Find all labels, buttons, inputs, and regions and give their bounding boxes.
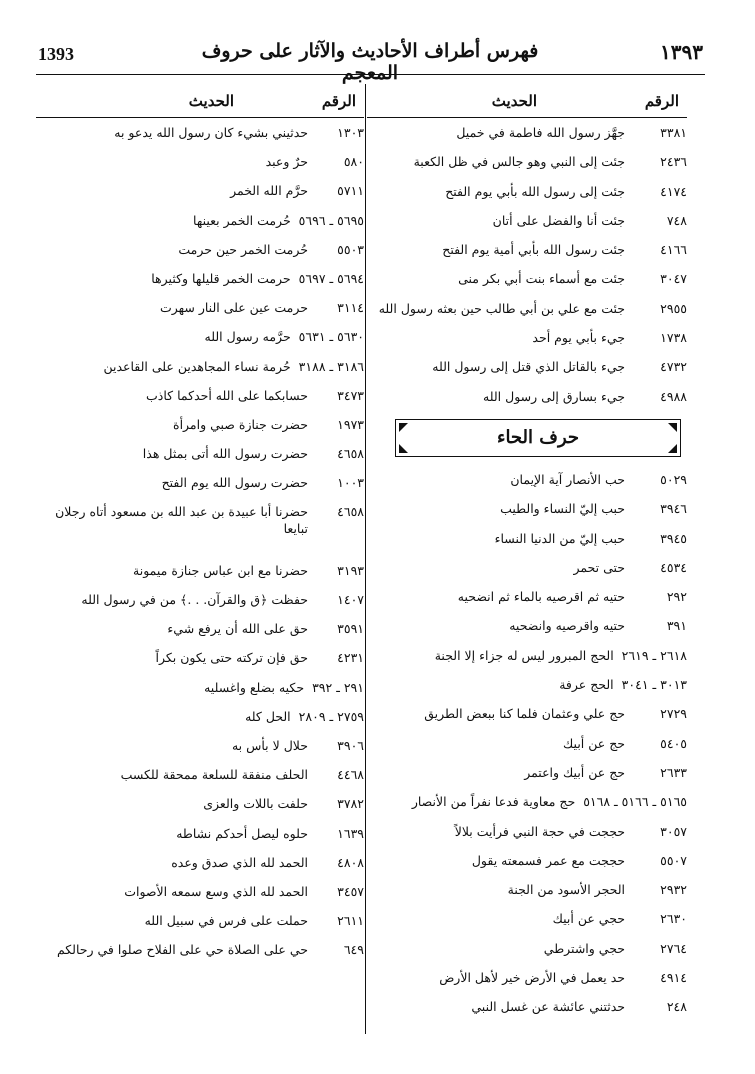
entry-number: ٣٩٤٥ — [660, 530, 687, 546]
left-entries — [36, 118, 364, 994]
entry-number: ٦٤٩ — [343, 942, 364, 958]
entry-number: ٣٩٠٦ — [337, 737, 364, 753]
index-entry — [36, 293, 364, 322]
index-entry — [36, 147, 364, 176]
entry-text: حبب إليّ من الدنيا النساء — [494, 530, 625, 546]
index-entry — [36, 673, 364, 702]
index-entry — [367, 904, 687, 933]
entry-number: ١٤٠٧ — [337, 592, 364, 608]
entry-number: ٢٧٢٩ — [660, 706, 687, 722]
header-rule — [36, 74, 705, 75]
entry-text: جئت إلى رسول الله بأبي يوم الفتح — [445, 183, 625, 199]
index-entry — [367, 118, 687, 147]
entry-number: ٣٤٧٣ — [337, 387, 364, 403]
number-heading: الرقم — [321, 92, 356, 110]
index-entry — [36, 877, 364, 906]
entry-text: حرٌ وعبد — [265, 154, 308, 170]
index-entry — [36, 556, 364, 585]
index-entry — [36, 643, 364, 672]
entry-number: ٣٩٤٦ — [660, 501, 687, 517]
index-entry — [36, 264, 364, 293]
entry-number: ٢٦٣٠ — [660, 911, 687, 927]
entry-number: ٣٤٥٧ — [337, 883, 364, 899]
index-entry — [36, 585, 364, 614]
entry-number: ٣٠١٣ ـ ٣٠٤١ — [621, 677, 687, 693]
entry-text: حق على الله أن يرفع شيء — [167, 621, 308, 637]
right-column-header — [367, 84, 687, 118]
index-entry — [36, 614, 364, 643]
index-entry — [367, 963, 687, 992]
index-entry — [36, 468, 364, 497]
entry-number: ٥٦٣٠ ـ ٥٦٣١ — [298, 329, 364, 345]
index-entry — [36, 760, 364, 789]
index-entry — [36, 935, 364, 993]
index-entry — [36, 352, 364, 381]
entry-number: ٥٦٩٥ ـ ٥٦٩٦ — [298, 212, 364, 228]
entry-number: ٥٦٩٤ ـ ٥٦٩٧ — [298, 270, 364, 286]
entry-number: ٤٨٠٨ — [337, 854, 364, 870]
column-header-rule — [367, 117, 687, 118]
index-entry — [367, 641, 687, 670]
index-entry — [36, 731, 364, 760]
hadith-heading: الحديث — [188, 92, 234, 110]
entry-number: ٤٢٣١ — [337, 650, 364, 666]
entry-text: حج علي وعثمان فلما كنا ببعض الطريق — [424, 706, 625, 722]
entry-number: ١٦٣٩ — [337, 825, 364, 841]
number-heading: الرقم — [644, 92, 679, 110]
right-entries-top — [367, 118, 687, 411]
index-entry — [36, 176, 364, 205]
entry-number: ٤٥٣٤ — [660, 559, 687, 575]
entry-text: حلوه ليصل أحدكم نشاطه — [176, 825, 308, 841]
ornament-corner-icon — [399, 423, 408, 432]
entry-text: الحج المبرور ليس له جزاء إلا الجنة — [434, 647, 614, 663]
index-entry — [367, 670, 687, 699]
page-number-arabic: ١٣٩٣ — [660, 40, 703, 64]
entry-number: ١٧٣٨ — [660, 330, 687, 346]
entry-text: حُرمت الخمر بعينها — [193, 212, 291, 228]
index-entry — [367, 323, 687, 352]
index-entry — [367, 147, 687, 176]
index-entry — [36, 848, 364, 877]
entry-text: حتى تحمر — [573, 559, 625, 575]
entry-number: ٣١١٤ — [337, 300, 364, 316]
section-heading-box — [395, 419, 681, 457]
entry-text: حرَّم الله الخمر — [230, 183, 308, 199]
entry-number: ٢٩٢ — [666, 589, 687, 605]
entry-text: جيء بسارق إلى رسول الله — [483, 388, 625, 404]
entry-number: ٣٧٨٢ — [337, 796, 364, 812]
entry-text: حجي واشترطي — [543, 940, 625, 956]
index-entry — [36, 206, 364, 235]
entry-text: الحج عرفة — [559, 677, 614, 693]
index-entry — [36, 322, 364, 351]
entry-text: حلفت باللات والعزى — [203, 796, 308, 812]
entry-number: ٣٠٤٧ — [660, 271, 687, 287]
entry-text: جئت مع علي بن أبي طالب حين بعثه رسول الله — [378, 300, 625, 316]
index-entry — [36, 702, 364, 731]
entry-number: ٤٦٥٨ — [337, 446, 364, 462]
index-entry — [367, 699, 687, 728]
entry-text: حججت في حجة النبي فرأيت بلالاً — [454, 823, 625, 839]
index-entry — [367, 553, 687, 582]
index-entry — [367, 465, 687, 494]
entry-number: ٣٩١ — [666, 618, 687, 634]
entry-number: ٥١٦٥ ـ ٥١٦٦ ـ ٥١٦٨ — [583, 794, 687, 810]
entry-number: ٢٩٣٢ — [660, 882, 687, 898]
entry-text: حفظت ﴿ق والقرآن. . .﴾ من في رسول الله — [81, 592, 308, 608]
entry-text: جئت أنا والفضل على أتان — [492, 212, 625, 228]
entry-number: ٣١٩٣ — [337, 562, 364, 578]
column-header-rule — [36, 117, 364, 118]
entry-number: ٢٧٥٩ ـ ٢٨٠٩ — [298, 708, 364, 724]
index-entry — [367, 582, 687, 611]
index-entry — [367, 846, 687, 875]
entry-number: ٢٤٣٦ — [660, 154, 687, 170]
entry-text: الحجر الأسود من الجنة — [507, 882, 625, 898]
entry-number: ١٠٠٣ — [337, 475, 364, 491]
running-title: فهرس أطراف الأحاديث والآثار على حروف المعجم — [201, 40, 539, 84]
entry-text: جئت رسول الله بأبي أمية يوم الفتح — [442, 242, 625, 258]
entry-text: حضرنا مع ابن عباس جنازة ميمونة — [133, 562, 308, 578]
entry-text: حُرمة نساء المجاهدين على القاعدين — [103, 358, 291, 374]
index-entry — [36, 789, 364, 818]
entry-text: حج عن أبيك واعتمر — [524, 764, 625, 780]
entry-text: حتيه ثم اقرصيه بالماء ثم انضحيه — [457, 589, 625, 605]
entry-number: ٢٩٥٥ — [660, 300, 687, 316]
index-entry — [367, 494, 687, 523]
index-entry — [36, 439, 364, 468]
entry-text: الحلف منفقة للسلعة ممحقة للكسب — [120, 767, 308, 783]
index-entry — [367, 787, 687, 816]
entry-number: ٤١٦٦ — [660, 242, 687, 258]
entry-number: ٢٦٣٣ — [660, 764, 687, 780]
entry-number: ٧٤٨ — [666, 212, 687, 228]
index-entry — [36, 118, 364, 147]
entry-number: ٥٤٠٥ — [660, 735, 687, 751]
section-title: حرف الحاء — [496, 427, 580, 449]
entry-text: حق فإن تركته حتى يكون بكراً — [155, 650, 308, 666]
index-entry — [367, 875, 687, 904]
entry-text: جيء بأبي يوم أحد — [532, 330, 625, 346]
entry-number: ١٣٠٣ — [337, 125, 364, 140]
entry-number: ٣٥٩١ — [337, 621, 364, 637]
entry-number: ٢٦١١ — [337, 913, 364, 929]
entry-number: ٤١٧٤ — [660, 183, 687, 199]
entry-text: حج عن أبيك — [563, 735, 625, 751]
entry-number: ٤٧٣٢ — [660, 359, 687, 375]
page-number-latin: 1393 — [38, 44, 74, 64]
entry-text: حرَّمه رسول الله — [204, 329, 291, 345]
entry-number: ٤٩١٤ — [660, 970, 687, 986]
index-entry — [36, 906, 364, 935]
entry-text: حي على الصلاة حي على الفلاح صلوا في رحالكم — [56, 942, 308, 958]
index-entry — [367, 524, 687, 553]
entry-number: ٢٤٨ — [666, 999, 687, 1015]
index-entry — [367, 206, 687, 235]
entry-text: الحل كله — [245, 708, 291, 724]
index-entry — [367, 382, 687, 411]
hadith-heading: الحديث — [491, 92, 537, 110]
left-column-header — [36, 84, 364, 118]
ornament-corner-icon — [668, 444, 677, 453]
index-entry — [367, 264, 687, 293]
entry-text: حب الأنصار آية الإيمان — [510, 471, 625, 487]
entry-number: ٣٠٥٧ — [660, 823, 687, 839]
index-entry — [367, 758, 687, 787]
index-entry — [367, 294, 687, 323]
entry-text: حبب إليّ النساء والطيب — [500, 501, 625, 517]
entry-number: ٤٦٥٨ — [337, 504, 364, 520]
entry-number: ٥٥٠٧ — [660, 852, 687, 868]
index-entry — [367, 817, 687, 846]
index-entry — [367, 352, 687, 381]
index-entry — [36, 235, 364, 264]
index-entry — [36, 410, 364, 439]
entry-text: جيء بالقاتل الذي قتل إلى رسول الله — [432, 359, 625, 375]
entry-number: ١٩٧٣ — [337, 416, 364, 432]
entry-text: حج معاوية فدعا نفراً من الأنصار — [411, 794, 576, 810]
entry-text: حكيه بضلع واغسليه — [204, 679, 305, 695]
entry-number: ٣٣٨١ — [660, 125, 687, 140]
entry-number: ٥٥٠٣ — [337, 241, 364, 257]
entry-number: ٤٤٦٨ — [337, 767, 364, 783]
entry-number: ٢٩١ ـ ٣٩٢ — [312, 679, 364, 695]
entry-text: حضرنا أبا عبيدة بن عبد الله بن مسعود أتاه رجلان تبايعا — [55, 504, 308, 537]
index-entry — [367, 177, 687, 206]
index-entry — [36, 819, 364, 848]
index-entry — [367, 611, 687, 640]
column-divider — [365, 84, 366, 1034]
entry-text: حدثتني عائشة عن غسل النبي — [471, 999, 625, 1015]
entry-text: حد يعمل في الأرض خير لأهل الأرض — [439, 970, 625, 986]
entry-number: ٥٠٢٩ — [660, 471, 687, 487]
entry-text: حضرت جنازة صبي وامرأة — [173, 416, 308, 432]
entry-text: جئت مع أسماء بنت أبي بكر منى — [458, 271, 625, 287]
entry-text: الحمد لله الذي صدق وعده — [171, 854, 308, 870]
entry-number: ٥٧١١ — [337, 183, 364, 199]
entry-text: حُرمت الخمر حين حرمت — [178, 241, 308, 257]
entry-text: جهَّز رسول الله فاطمة في خميل — [456, 125, 625, 140]
ornament-corner-icon — [668, 423, 677, 432]
right-column — [367, 84, 687, 1022]
index-entry — [367, 992, 687, 1021]
page-header — [0, 0, 755, 84]
entry-text: حملت على فرس في سبيل الله — [144, 913, 308, 929]
entry-text: حضرت رسول الله أتى بمثل هذا — [142, 446, 308, 462]
entry-number: ٢٧٦٤ — [660, 940, 687, 956]
entry-text: حججت مع عمر فسمعته يقول — [471, 852, 625, 868]
right-entries-bottom — [367, 465, 687, 1022]
index-entry — [36, 497, 364, 555]
entry-text: حجي عن أبيك — [552, 911, 625, 927]
left-column — [36, 84, 364, 994]
index-entry — [367, 235, 687, 264]
entry-text: حدثيني بشيء كان رسول الله يدعو به — [114, 125, 308, 140]
entry-number: ٣١٨٦ ـ ٣١٨٨ — [298, 358, 364, 374]
entry-text: حلال لا بأس به — [231, 737, 308, 753]
entry-number: ٢٦١٨ ـ ٢٦١٩ — [621, 647, 687, 663]
entry-number: ٥٨٠ — [343, 154, 364, 170]
entry-text: حتيه واقرصيه وانضحيه — [509, 618, 625, 634]
entry-number: ٤٩٨٨ — [660, 388, 687, 404]
entry-text: الحمد لله الذي وسع سمعه الأصوات — [124, 883, 308, 899]
index-entry — [367, 934, 687, 963]
index-entry — [367, 729, 687, 758]
index-entry — [36, 381, 364, 410]
entry-text: حسابكما على الله أحدكما كاذب — [146, 387, 308, 403]
entry-text: حرمت عين على النار سهرت — [159, 300, 308, 316]
entry-text: حضرت رسول الله يوم الفتح — [161, 475, 308, 491]
ornament-corner-icon — [399, 444, 408, 453]
entry-text: حرمت الخمر قليلها وكثيرها — [151, 270, 291, 286]
entry-text: جئت إلى النبي وهو جالس في ظل الكعبة — [413, 154, 625, 170]
